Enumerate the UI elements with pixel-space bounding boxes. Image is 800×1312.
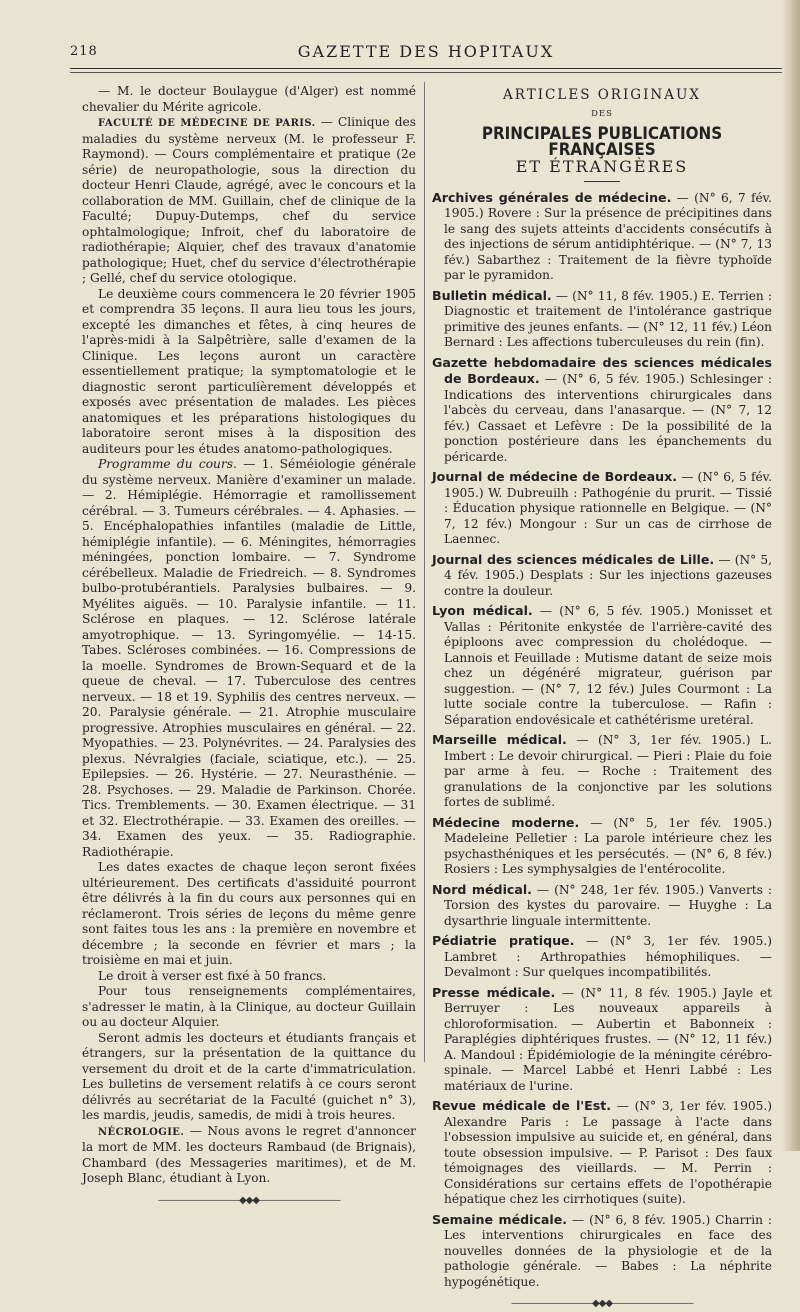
paragraph-renseignements: Pour tous renseignements complémentaires, s'adresser le matin, à la Clinique, au docteur Guillain ou au docteur Alquier.: [82, 984, 416, 1029]
journal-contents: — (N° 6, 5 fév. 1905.) W. Dubreuilh : Pathogénie du prurit. — Tissié : Éducation physique rationnelle en Belgique. — (N° 7, 12 fév.) Mongour : Sur un cas de cirrhose de Laennec.: [444, 470, 772, 546]
paragraph-droit: Le droit à verser est fixé à 50 francs.: [98, 968, 327, 983]
programme-lead: Programme du cours.: [98, 457, 237, 471]
journal-contents: — (N° 6, 5 fév. 1905.) Monisset et Vallas : Péritonite enkystée de l'arrière-cavité des épiploons avec compression du cholédoque. — Lannois et Feuillade : Mutisme datant de seize mois chez un dégénéré migrateur, guérison par suggestion. — (N° 7, 12 fév.) Jules Courmont : La lutte sociale contre la tuberculose. — Rafin : Séparation endovésicale et cathétérisme uretéral.: [444, 604, 772, 727]
journal-name: Bulletin médical.: [432, 287, 552, 303]
section-head-necrologie: NÉCROLOGIE.: [98, 1126, 185, 1138]
journal-name: Marseille médical.: [432, 732, 567, 747]
articles-sub: DES: [591, 108, 613, 119]
end-ornament: —————————◆◆◆—————————: [157, 1194, 341, 1206]
journal-name: Presse médicale.: [432, 984, 556, 1000]
journal-entry: [432, 732, 772, 811]
faculte-text: — Clinique des maladies du système nerveux (M. le professeur F. Raymond). — Cours complémentaire et pratique (2e série) de neuropathologie, sous la direction du docteur Henri Claude, agrégé, avec le concours et la collaboration de MM. Guillain, chef de clinique de la Faculté; Dupuy-Dutemps, chef du service ophtalmologique; Infroit, chef du laboratoire de radiothérapie; Alquier, chef des travaux d'anatomie pathologique; Huet, chef du service d'électrothérapie ; Gellé, chef du service otologique.: [82, 115, 416, 285]
journal-name: Pédiatrie pratique.: [432, 933, 575, 948]
journal-contents: — (N° 11, 8 fév. 1905.) Jayle et Berruyer : Les nouveaux appareils à chloroformisation. — Aubertin et Babonneix : Paraplégies diphtériques frustes. — (N° 12, 11 fév.) A. Mandoul : Épidémiologie de la méningite cérébro-spinale. — Marcel Labbé et Henri Labbé : Les matériaux de l'urine.: [444, 985, 772, 1093]
articles-main-title: PRINCIPALES PUBLICATIONS FRANÇAISES: [481, 124, 723, 159]
journal-entry: [432, 469, 772, 548]
journal-entry: [432, 1212, 772, 1291]
articles-main-title-2: ET ÉTRANGÈRES: [515, 157, 689, 176]
journal-name: Revue médicale de l'Est.: [432, 1098, 612, 1113]
journal-contents: — (N° 5, 1er fév. 1905.) Madeleine Pelletier : La parole intérieure chez les psychasthéniques et les persécutés. — (N° 6, 8 fév.) Rosiers : Les symphysalgies de l'entérocolite.: [444, 815, 773, 876]
journal-entry: [432, 933, 772, 981]
journal-contents: — (N° 3, 1er fév. 1905.) Lambret : Arthropathies hémophiliques. — Devalmont : Sur quelques incompatibilités.: [444, 934, 772, 979]
journal-entry: [432, 882, 772, 930]
column-separator: [424, 82, 425, 1062]
paragraph-dates: Les dates exactes de chaque leçon seront fixées ultérieurement. Des certificats d'assiduité pourront être délivrés à la fin du cours aux personnes qui en réclameront. Trois séries de leçons du même genre sont faites tous les ans : la première en novembre et décembre ; la seconde en février et mars ; la troisième en mai et juin.: [82, 860, 416, 967]
journal-contents: — (N° 248, 1er fév. 1905.) Vanverts : Torsion des kystes du parovaire. — Huyghe : La dysarthrie linguale intermittente.: [444, 882, 772, 928]
page-number: 218: [70, 44, 98, 59]
journal-name: Médecine moderne.: [432, 814, 580, 830]
title-rule: [584, 181, 620, 182]
paragraph-faculte: [82, 115, 416, 287]
journal-contents: — (N° 11, 8 fév. 1905.) E. Terrien : Diagnostic et traitement de l'intolérance gastrique primitive des jeunes enfants. — (N° 12, 11 fév.) Léon Bernard : Les affections tuberculeuses du rein (fin).: [444, 288, 772, 349]
journal-entry: [432, 355, 772, 466]
paragraph-programme: [82, 457, 416, 860]
journal-entry: [432, 985, 772, 1095]
page-header: [70, 40, 782, 66]
journal-entry: [432, 288, 772, 351]
journal-contents: — (N° 6, 8 fév. 1905.) Charrin : Les interventions chirurgicales en face des nouvelles données de la physiologie et de la pathologie générale. — Babes : La néphrite hypogénétique.: [444, 1212, 773, 1289]
end-ornament-right: —————————◆◆◆—————————: [510, 1298, 694, 1309]
journal-contents: — (N° 5, 4 fév. 1905.) Desplats : Sur les injections gazeuses contre la douleur.: [444, 552, 773, 598]
journal-name: Journal de médecine de Bordeaux.: [432, 469, 678, 484]
running-title: GAZETTE DES HOPITAUX: [297, 42, 555, 61]
journal-name: Gazette hebdomadaire des sciences médicales de Bordeaux.: [432, 354, 772, 386]
journal-entry: [432, 815, 772, 878]
journal-entry: [432, 190, 772, 284]
journal-name: Archives générales de médecine.: [432, 189, 672, 205]
journal-contents: — (N° 6, 5 fév. 1905.) Schlesinger : Indications des interventions chirurgicales dans l'abcès du cerveau, dans l'anasarque. — (N° 7, 12 fév.) Cassaet et Lefèvre : De la possibilité de la ponction postérieure dans les épanchements du péricarde.: [444, 372, 772, 464]
paragraph-necrologie: [82, 1124, 416, 1187]
header-rule: [70, 68, 782, 69]
paragraph-admission: Seront admis les docteurs et étudiants français et étrangers, sur la présentation de la quittance du versement du droit et de la carte d'immatriculation. Les bulletins de versement relatifs à ce cours seront délivrés au secrétariat de la Faculté (guichet n° 3), les mardis, jeudis, samedis, de midi à trois heures.: [82, 1030, 416, 1122]
left-column: [82, 84, 416, 1208]
paragraph-nomination: — M. le docteur Boulaygue (d'Alger) est nommé chevalier du Mérite agricole.: [82, 84, 416, 114]
articles-heading: ARTICLES ORIGINAUX: [503, 87, 701, 103]
binding-edge: [782, 0, 800, 1151]
right-column: [432, 84, 772, 1312]
programme-text: — 1. Séméiologie générale du système nerveux. Manière d'examiner un malade. — 2. Hémiplégie. Hémorragie et ramollissement cérébral. — 3. Tumeurs cérébrales. — 4. Aphasies. — 5. Encéphalopathies infantiles (maladie de Little, hémiplégie infantile). — 6. Méningites, hémorragies méningées, ponction lombaire. — 7. Syndrome cérébelleux. Maladie de Friedreich. — 8. Syndromes bulbo-protubérantiels. Paralysies bulbaires. — 9. Myélites aiguës. — 10. Paralysie infantile. — 11. Sclérose en plaques. — 12. Sclérose latérale amyotrophique. — 13. Syringomyélie. — 14-15. Tabes. Scléroses combinées. — 16. Compressions de la moelle. Syndromes de Brown-Sequard et de la queue de cheval. — 17. Tuberculose des centres nerveux. — 18 et 19. Syphilis des centres nerveux. — 20. Paralysie générale. — 21. Atrophie musculaire progressive. Atrophies musculaires en général. — 22. Myopathies. — 23. Polynévrites. — 24. Paralysies des plexus. Névralgies (faciale, sciatique, etc.). — 25. Epilepsies. — 26. Hystérie. — 27. Neurasthénie. — 28. Psychoses. — 29. Maladie de Parkinson. Chorée. Tics. Tremblements. — 30. Examen électrique. — 31 et 32. Electrothérapie. — 33. Examen des oreilles. — 34. Examen des yeux. — 35. Radiographie. Radiothérapie.: [82, 457, 417, 859]
header-rule-thin: [70, 72, 782, 73]
journal-name: Semaine médicale.: [432, 1211, 568, 1227]
journal-entry: [432, 603, 772, 728]
journal-name: Lyon médical.: [432, 603, 533, 618]
journal-contents: — (N° 6, 7 fév. 1905.) Rovere : Sur la présence de précipitines dans le sang des sujets atteints d'accidents consécutifs à des injections de sérum antidiphtérique. — (N° 7, 13 fév.) Sabarthez : Traitement de la fièvre typhoïde par le pyramidon.: [444, 190, 772, 282]
section-head-faculte: FACULTÉ DE MÉDECINE DE PARIS.: [98, 118, 316, 129]
paragraph-cours: Le deuxième cours commencera le 20 février 1905 et comprendra 35 leçons. Il aura lieu tous les jours, excepté les dimanches et fêtes, à cinq heures de l'après-midi à la Salpêtrière, salle d'examen de la Clinique. Les leçons auront un caractère essentiellement pratique; la symptomatologie et le diagnostic seront particulièrement développés et exposés avec présentation de malades. Les pièces anatomiques et les préparations histologiques du laboratoire seront mises à la disposition des auditeurs pour les études anatomo-pathologiques.: [82, 286, 416, 456]
necrologie-text: — Nous avons le regret d'annoncer la mort de MM. les docteurs Rambaud (de Brignais), Chambard (des Messageries maritimes), et de M. Joseph Blanc, étudiant à Lyon.: [82, 1123, 416, 1185]
journal-entries: [432, 190, 772, 1291]
journal-contents: — (N° 3, 1er fév. 1905.) L. Imbert : Le devoir chirurgical. — Pieri : Plaie du foie par arme à feu. — Roche : Traitement des granulations de la conjonctive par les solutions fortes de sublimé.: [444, 733, 772, 809]
journal-name: Nord médical.: [432, 881, 532, 897]
journal-entry: [432, 1098, 772, 1208]
journal-contents: — (N° 3, 1er fév. 1905.) Alexandre Paris : Le passage à l'acte dans l'obsession impulsive au suicide et, en général, dans toute obsession impulsive. — P. Parisot : Des faux témoignages des vieillards. — M. Perrin : Considérations sur certains effets de l'opothérapie hépatique chez les cirrhotiques (suite).: [444, 1099, 773, 1206]
journal-entry: [432, 552, 772, 600]
journal-name: Journal des sciences médicales de Lille.: [432, 551, 715, 567]
